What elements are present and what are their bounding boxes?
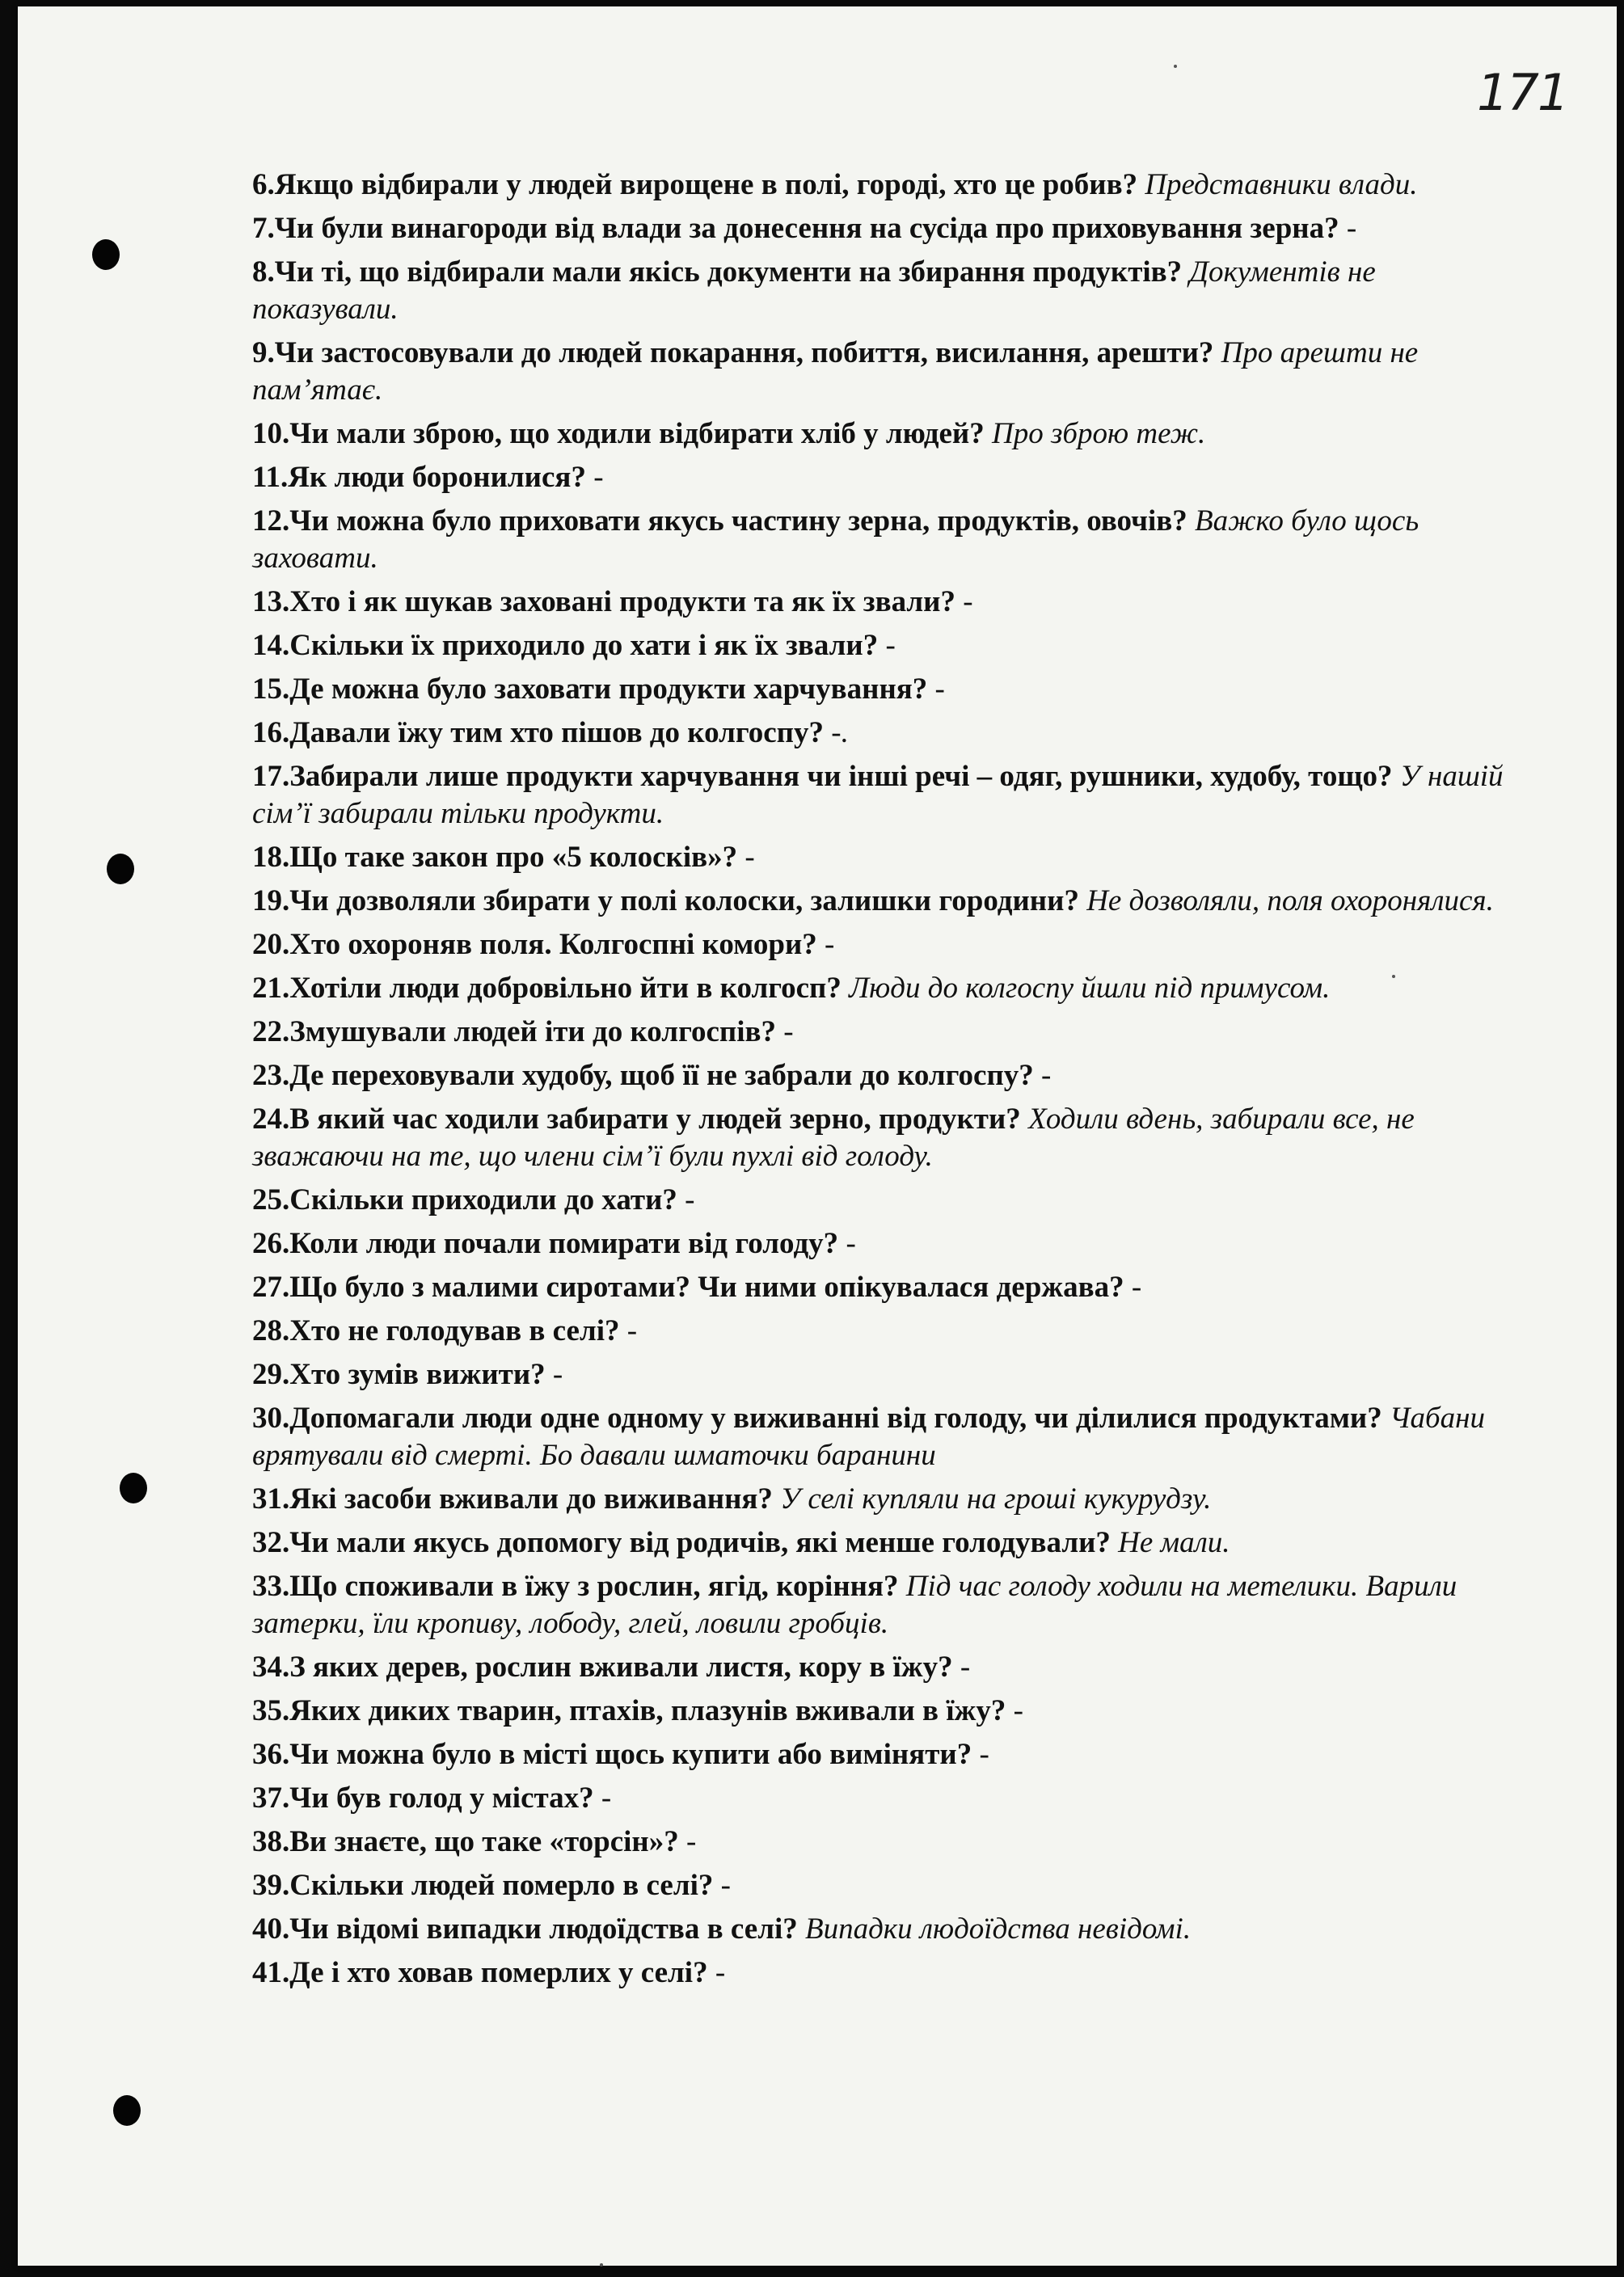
- question-text: 8.Чи ті, що відбирали мали якісь документи на збирання продуктів?: [252, 255, 1183, 289]
- answer-text: Не дозволяли, поля охоронялися.: [1086, 884, 1494, 917]
- question-text: 7.Чи були винагороди від влади за донесення на сусіда про приховування зерна?: [252, 212, 1339, 245]
- answer-text: -: [846, 1227, 856, 1260]
- answer-text: Ходили вдень, забирали все, не зважаючи на те, що члени сім’ї були пухлі від голоду.: [252, 1103, 1415, 1173]
- answer-text: Люди до колгоспу йшли під примусом.: [849, 972, 1331, 1005]
- question-item: [252, 1101, 1513, 1175]
- question-text: 13.Хто і як шукав заховані продукти та як їх звали?: [252, 585, 955, 618]
- question-item: [252, 1225, 1513, 1263]
- answer-text: -: [934, 673, 945, 706]
- question-text: 27.Що було з малими сиротами? Чи ними опікувалася держава?: [252, 1271, 1124, 1304]
- answer-text: -: [963, 585, 973, 618]
- answer-text: -: [552, 1358, 563, 1391]
- question-text: 39.Скільки людей померло в селі?: [252, 1869, 714, 1902]
- question-item: [252, 503, 1513, 577]
- answer-text: -: [685, 1183, 695, 1217]
- question-item: [252, 671, 1513, 708]
- answer-text: -: [885, 629, 896, 662]
- question-item: [252, 415, 1513, 453]
- question-item: [252, 1014, 1513, 1051]
- question-text: 34.З яких дерев, рослин вживали листя, кору в їжу?: [252, 1651, 953, 1684]
- answer-text: Про зброю теж.: [992, 417, 1206, 450]
- answer-text: Випадки людоїдства невідомі.: [804, 1912, 1192, 1946]
- answer-text: -: [593, 461, 604, 494]
- question-text: 40.Чи відомі випадки людоїдства в селі?: [252, 1912, 798, 1946]
- question-item: [252, 715, 1513, 752]
- question-item: [252, 1736, 1513, 1773]
- question-item: [252, 1481, 1513, 1518]
- answer-text: -: [1013, 1694, 1023, 1727]
- question-text: 32.Чи мали якусь допомогу від родичів, які менше голодували?: [252, 1526, 1111, 1559]
- question-item: [252, 926, 1513, 964]
- punch-hole: [92, 239, 120, 270]
- question-item: [252, 1780, 1513, 1817]
- answer-text: Під час голоду ходили на метелики. Варили затерки, їли кропиву, лободу, глей, ловили гробців.: [252, 1570, 1457, 1640]
- question-item: [252, 970, 1513, 1007]
- answer-text: -: [686, 1825, 697, 1858]
- question-item: [252, 839, 1513, 876]
- question-text: 14.Скільки їх приходило до хати і як їх звали?: [252, 629, 879, 662]
- question-item: [252, 584, 1513, 621]
- questionnaire-list: [252, 167, 1513, 1998]
- question-text: 29.Хто зумів вижити?: [252, 1358, 546, 1391]
- paper-speck: [1174, 65, 1177, 68]
- punch-hole: [107, 854, 134, 884]
- answer-text: -: [1041, 1059, 1052, 1092]
- question-item: [252, 1356, 1513, 1394]
- answer-text: Представники влади.: [1145, 168, 1418, 201]
- answer-text: -: [715, 1956, 726, 1989]
- answer-text: -: [1346, 212, 1357, 245]
- question-text: 28.Хто не голодував в селі?: [252, 1314, 620, 1347]
- answer-text: -: [960, 1651, 971, 1684]
- question-item: [252, 1867, 1513, 1904]
- question-text: 24.В який час ходили забирати у людей зерно, продукти?: [252, 1103, 1021, 1136]
- punch-hole: [120, 1473, 147, 1503]
- question-text: 9.Чи застосовували до людей покарання, побиття, висилання, арешти?: [252, 336, 1214, 369]
- question-item: [252, 1693, 1513, 1730]
- punch-hole: [113, 2095, 141, 2126]
- question-text: 37.Чи був голод у містах?: [252, 1782, 594, 1815]
- question-item: [252, 459, 1513, 496]
- question-text: 41.Де і хто ховав померлих у селі?: [252, 1956, 708, 1989]
- answer-text: Документів не показували.: [252, 255, 1376, 326]
- answer-text: -: [1131, 1271, 1142, 1304]
- question-item: [252, 1057, 1513, 1094]
- answer-text: -: [601, 1782, 612, 1815]
- question-text: 15.Де можна було заховати продукти харчування?: [252, 673, 928, 706]
- answer-text: Не мали.: [1118, 1526, 1230, 1559]
- answer-text: -: [720, 1869, 731, 1902]
- question-item: [252, 1400, 1513, 1474]
- question-text: 20.Хто охороняв поля. Колгоспні комори?: [252, 928, 817, 961]
- question-text: 31.Які засоби вживали до виживання?: [252, 1482, 773, 1516]
- question-text: 26.Коли люди почали помирати від голоду?: [252, 1227, 839, 1260]
- question-item: [252, 1524, 1513, 1562]
- document-page: [18, 6, 1617, 2266]
- answer-text: Про арешти не пам’ятає.: [252, 336, 1419, 407]
- question-text: 16.Давали їжу тим хто пішов до колгоспу?: [252, 716, 824, 749]
- answer-text: -: [745, 841, 755, 874]
- question-text: 38.Ви знаєте, що таке «торсін»?: [252, 1825, 679, 1858]
- question-text: 25.Скільки приходили до хати?: [252, 1183, 677, 1217]
- answer-text: У селі купляли на гроші кукурудзу.: [780, 1482, 1212, 1516]
- question-text: 10.Чи мали зброю, що ходили відбирати хліб у людей?: [252, 417, 985, 450]
- question-text: 30.Допомагали люди одне одному у виживанні від голоду, чи ділилися продуктами?: [252, 1402, 1382, 1435]
- question-item: [252, 1269, 1513, 1306]
- question-item: [252, 167, 1513, 204]
- question-item: [252, 335, 1513, 409]
- answer-text: Чабани врятували від смерті. Бо давали шматочки баранини: [252, 1402, 1485, 1472]
- question-item: [252, 883, 1513, 920]
- question-item: [252, 1649, 1513, 1686]
- question-item: [252, 1954, 1513, 1992]
- question-text: 22.Змушували людей іти до колгоспів?: [252, 1015, 776, 1048]
- answer-text: -: [783, 1015, 794, 1048]
- question-item: [252, 1568, 1513, 1642]
- answer-text: -: [979, 1738, 989, 1771]
- question-item: [252, 758, 1513, 833]
- question-item: [252, 210, 1513, 247]
- question-text: 17.Забирали лише продукти харчування чи інші речі – одяг, рушники, худобу, тощо?: [252, 760, 1393, 793]
- question-text: 36.Чи можна було в місті щось купити або виміняти?: [252, 1738, 972, 1771]
- question-item: [252, 627, 1513, 664]
- question-item: [252, 1911, 1513, 1948]
- page-number: 171: [1477, 63, 1568, 122]
- answer-text: -: [825, 928, 835, 961]
- paper-speck: [600, 2263, 603, 2266]
- question-text: 12.Чи можна було приховати якусь частину зерна, продуктів, овочів?: [252, 504, 1187, 538]
- question-text: 21.Хотіли люди добровільно йти в колгосп?: [252, 972, 842, 1005]
- question-text: 6.Якщо відбирали у людей вирощене в полі, городі, хто це робив?: [252, 168, 1138, 201]
- answer-text: -.: [831, 716, 849, 749]
- answer-text: Важко було щось заховати.: [252, 504, 1419, 575]
- answer-text: -: [626, 1314, 638, 1347]
- question-item: [252, 1313, 1513, 1350]
- question-text: 23.Де переховували худобу, щоб її не забрали до колгоспу?: [252, 1059, 1034, 1092]
- question-text: 19.Чи дозволяли збирати у полі колоски, залишки городини?: [252, 884, 1079, 917]
- question-text: 33.Що споживали в їжу з рослин, ягід, коріння?: [252, 1570, 899, 1603]
- question-item: [252, 254, 1513, 328]
- question-text: 11.Як люди боронилися?: [252, 461, 586, 494]
- question-text: 18.Що таке закон про «5 колосків»?: [252, 841, 738, 874]
- question-item: [252, 1182, 1513, 1219]
- question-text: 35.Яких диких тварин, птахів, плазунів вживали в їжу?: [252, 1694, 1006, 1727]
- answer-text: У нашій сім’ї забирали тільки продукти.: [252, 760, 1504, 830]
- question-item: [252, 1824, 1513, 1861]
